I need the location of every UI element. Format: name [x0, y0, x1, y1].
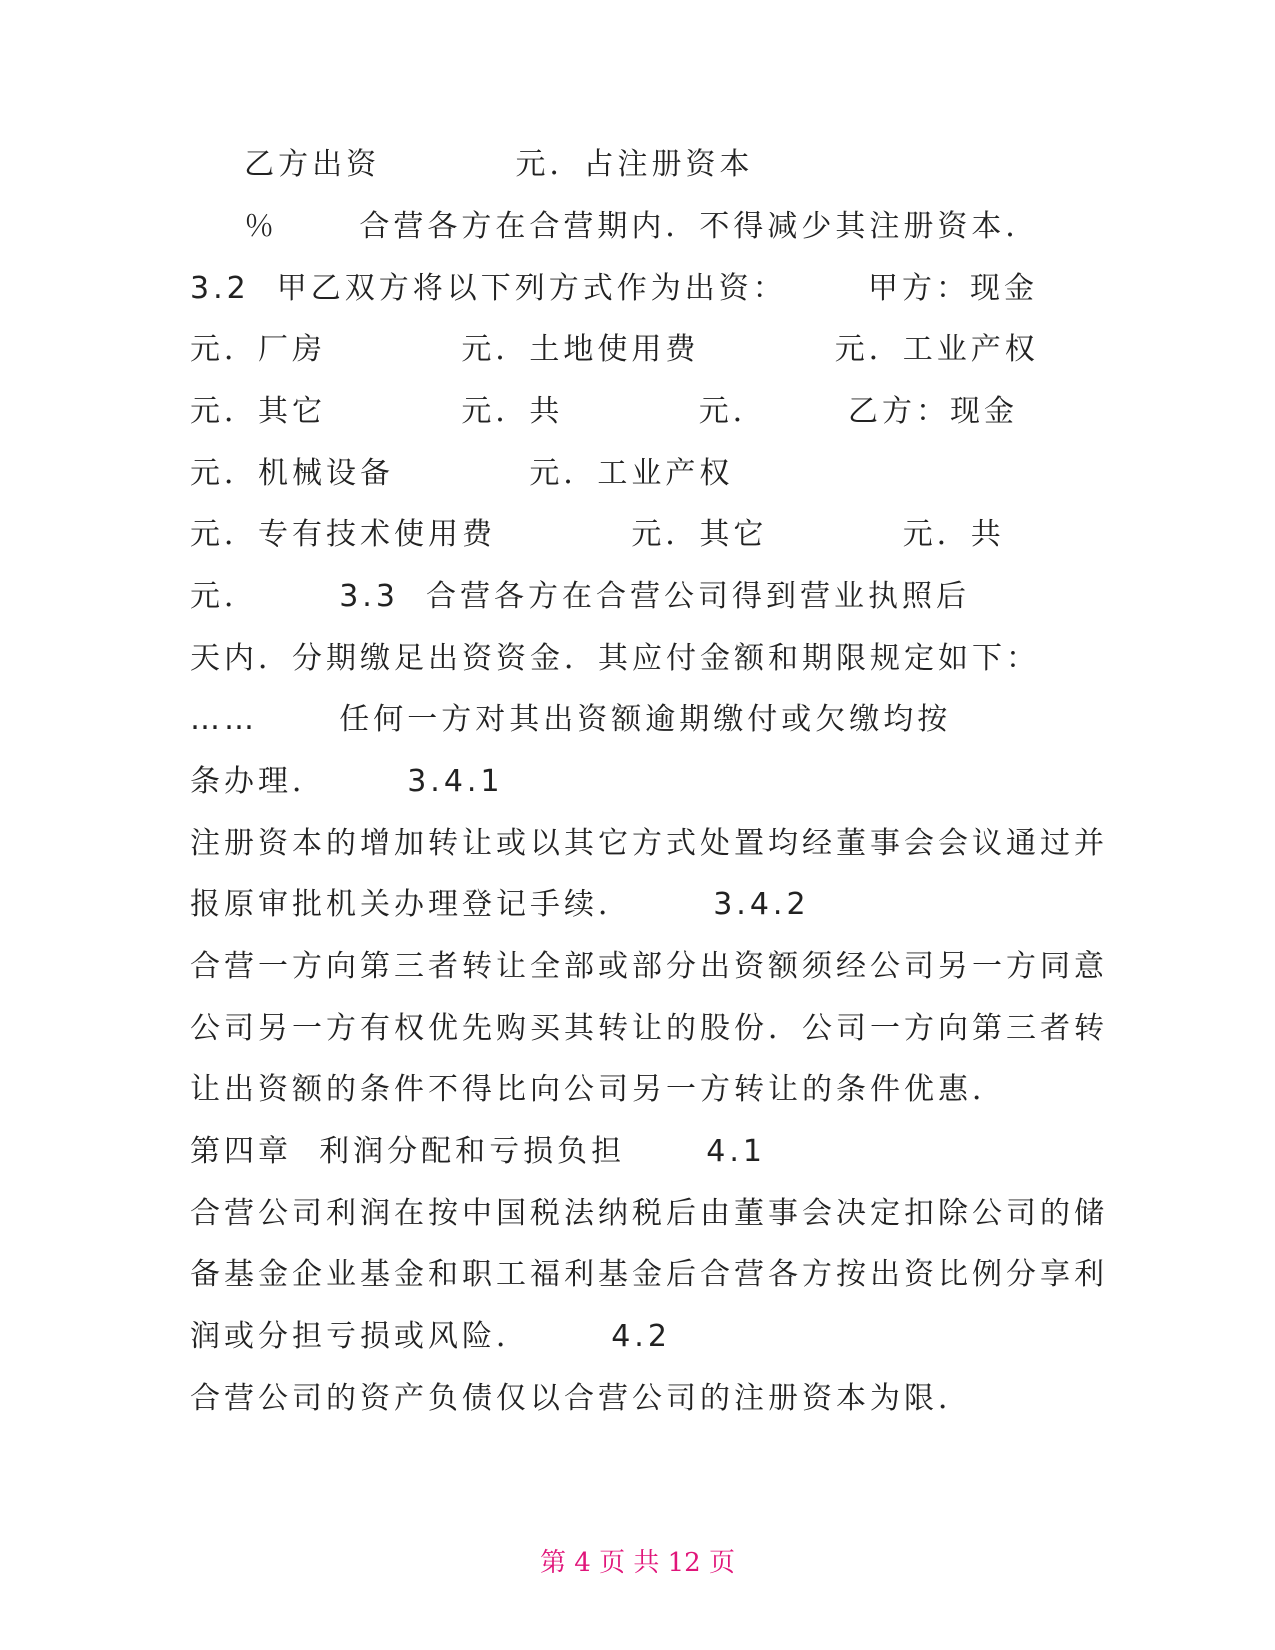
- text-line: ％ 合营各方在合营期内．不得减少其注册资本．: [190, 209, 1040, 244]
- text-line: 报原审批机关办理登记手续． 3.4.2: [190, 887, 810, 922]
- text-line: 合营一方向第三者转让全部或部分出资额须经公司另一方同意: [190, 949, 1108, 984]
- text-line: 乙方出资 元．占注册资本: [190, 147, 754, 182]
- text-line: 元． 3.3 合营各方在合营公司得到营业执照后: [190, 579, 970, 614]
- text-line: 公司另一方有权优先购买其转让的股份．公司一方向第三者转: [190, 1011, 1108, 1046]
- text-line: 元．厂房 元．土地使用费 元．工业产权: [190, 332, 1039, 367]
- text-line: 注册资本的增加转让或以其它方式处置均经董事会会议通过并: [190, 826, 1108, 861]
- text-line: 润或分担亏损或风险． 4.2: [190, 1319, 671, 1354]
- page-number-footer: 第 4 页 共 12 页: [540, 1548, 735, 1578]
- text-line: 备基金企业基金和职工福利基金后合营各方按出资比例分享利: [190, 1257, 1108, 1292]
- text-line: 条办理． 3.4.1: [190, 764, 504, 799]
- text-line: 元．其它 元．共 元． 乙方：现金: [190, 394, 1018, 429]
- text-line: 合营公司利润在按中国税法纳税后由董事会决定扣除公司的储: [190, 1196, 1108, 1231]
- text-line: 合营公司的资产负债仅以合营公司的注册资本为限．: [190, 1381, 972, 1416]
- text-line: 天内．分期缴足出资资金．其应付金额和期限规定如下：: [190, 641, 1040, 676]
- text-line: 元．机械设备 元．工业产权: [190, 456, 734, 491]
- text-line: 元．专有技术使用费 元．其它 元．共: [190, 517, 1005, 552]
- text-line: 让出资额的条件不得比向公司另一方转让的条件优惠．: [190, 1072, 1006, 1107]
- text-line: …… 任何一方对其出资额逾期缴付或欠缴均按: [190, 702, 952, 737]
- text-line: 3.2 甲乙双方将以下列方式作为出资： 甲方：现金: [190, 271, 1038, 306]
- chapter-heading-line: 第四章 利润分配和亏损负担 4.1: [190, 1134, 766, 1169]
